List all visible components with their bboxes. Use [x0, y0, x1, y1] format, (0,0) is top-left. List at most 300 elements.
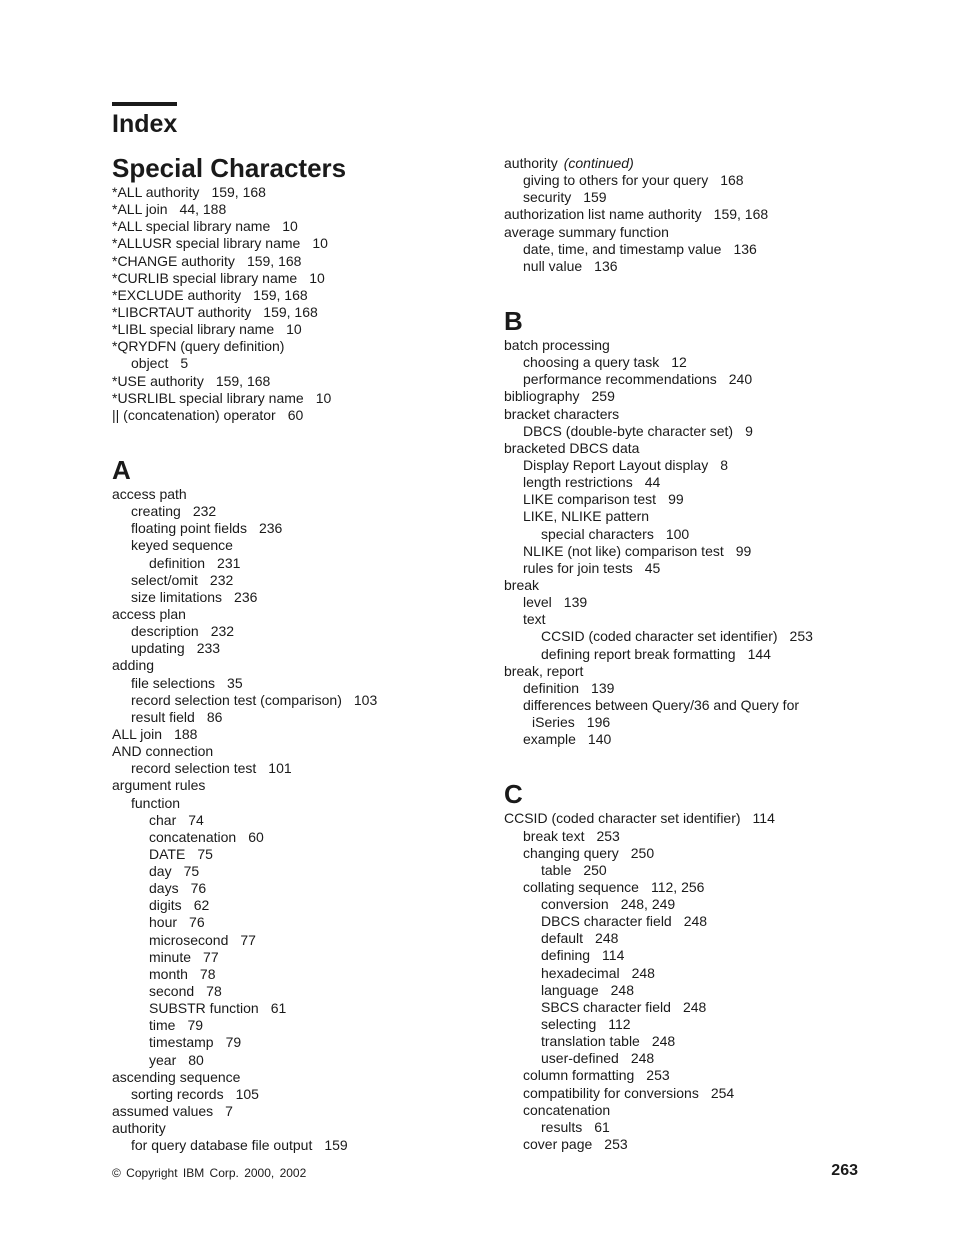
entry-text: object — [131, 355, 169, 372]
entry-pages: 159, 168 — [253, 286, 308, 303]
index-entry — [504, 731, 884, 748]
index-entry — [112, 657, 482, 674]
index-entry — [504, 611, 884, 628]
entry-text: text — [523, 611, 546, 628]
entry-text: changing query — [523, 844, 619, 861]
entry-pages: 10 — [309, 269, 325, 286]
index-entry — [112, 373, 482, 390]
entry-text: security — [523, 189, 572, 206]
index-entry — [112, 880, 482, 897]
index-entry — [112, 355, 482, 372]
index-entry — [504, 526, 884, 543]
entry-pages: 5 — [180, 355, 189, 372]
entry-text: days — [149, 880, 179, 897]
entry-text: minute — [149, 948, 192, 965]
index-entry — [504, 206, 884, 223]
entry-text: *ALL join — [112, 201, 168, 218]
entry-pages: 44, 188 — [179, 201, 227, 218]
index-entry — [504, 828, 884, 845]
entry-text: language — [541, 981, 599, 998]
index-entry — [112, 572, 482, 589]
entry-text: authorization list name authority — [504, 206, 702, 223]
entry-pages: 159, 168 — [263, 303, 318, 320]
index-entry — [504, 423, 884, 440]
index-entry — [504, 1050, 884, 1067]
entry-text: cover page — [523, 1136, 593, 1153]
index-entry — [504, 680, 884, 697]
index-entry — [112, 795, 482, 812]
b-entries — [504, 337, 884, 748]
entry-pages: 248 — [631, 964, 655, 981]
index-entry — [112, 537, 482, 554]
entry-pages: 139 — [591, 679, 615, 696]
entry-pages: 253 — [596, 827, 620, 844]
entry-pages: 10 — [315, 389, 332, 406]
entry-pages: 99 — [735, 542, 752, 559]
entry-pages: 248 — [682, 998, 707, 1015]
a-heading: A — [112, 454, 131, 485]
index-entry — [112, 1017, 482, 1034]
entry-text: CCSID (coded character set identifier) — [541, 628, 778, 645]
page-number: 263 — [831, 1162, 858, 1179]
index-entry — [112, 914, 482, 931]
entry-text: access path — [112, 485, 187, 502]
index-entry — [112, 486, 482, 503]
entry-text: day — [149, 863, 172, 880]
index-entry — [504, 440, 884, 457]
index-entry — [504, 577, 884, 594]
entry-text: batch processing — [504, 336, 610, 353]
index-entry — [112, 932, 482, 949]
entry-text: time — [149, 1017, 176, 1034]
entry-text: microsecond — [149, 931, 229, 948]
entry-pages: 79 — [187, 1017, 204, 1034]
entry-text: sorting records — [131, 1085, 224, 1102]
index-entry — [112, 235, 482, 252]
entry-pages: 112 — [608, 1016, 631, 1033]
entry-text: month — [149, 965, 188, 982]
entry-text: length restrictions — [523, 474, 633, 491]
entry-text: *ALLUSR special library name — [112, 235, 301, 252]
index-entry — [504, 810, 884, 827]
index-entry — [504, 965, 884, 982]
entry-text: NLIKE (not like) comparison test — [523, 542, 724, 559]
entry-text: *CURLIB special library name — [112, 269, 298, 286]
entry-pages: 254 — [710, 1084, 735, 1101]
entry-text: record selection test (comparison) — [131, 691, 342, 708]
entry-text: hour — [149, 914, 178, 931]
entry-pages: 77 — [203, 948, 219, 965]
entry-text: definition — [523, 679, 580, 696]
entry-pages: 248 — [630, 1050, 655, 1067]
entry-text: *USE authority — [112, 372, 204, 389]
entry-text: break text — [523, 827, 585, 844]
entry-text: special characters — [541, 525, 654, 542]
entry-text: table — [541, 861, 572, 878]
entry-text: default — [541, 930, 584, 947]
index-entry — [112, 407, 482, 424]
index-entry — [112, 1052, 482, 1069]
entry-text: authority — [112, 1120, 166, 1137]
entry-text: compatibility for conversions — [523, 1084, 699, 1101]
c-heading: C — [504, 779, 523, 810]
entry-pages: 8 — [720, 456, 729, 473]
entry-pages: 114 — [602, 947, 625, 964]
index-entry — [504, 947, 884, 964]
index-entry — [112, 606, 482, 623]
index-entry — [504, 663, 884, 680]
right-column — [504, 155, 884, 1153]
entry-pages: 112, 256 — [650, 878, 705, 895]
entry-pages: 159, 168 — [211, 184, 266, 200]
index-entry — [504, 1085, 884, 1102]
entry-pages: 61 — [594, 1118, 610, 1135]
entry-pages: 99 — [668, 491, 684, 508]
index-entry — [504, 457, 884, 474]
entry-text: selecting — [541, 1016, 597, 1033]
left-column — [112, 152, 482, 1154]
index-entry — [504, 1102, 884, 1119]
entry-text: timestamp — [149, 1034, 214, 1051]
entry-pages: 10 — [286, 321, 302, 338]
entry-pages: 159, 168 — [246, 252, 302, 269]
index-entry — [112, 201, 482, 218]
index-entry — [504, 879, 884, 896]
entry-text: bibliography — [504, 388, 580, 405]
entry-text: floating point fields — [131, 520, 247, 537]
index-entry — [112, 287, 482, 304]
index-entry — [112, 726, 482, 743]
entry-text: keyed sequence — [131, 537, 233, 554]
entry-text: digits — [149, 897, 182, 914]
index-entry — [504, 913, 884, 930]
entry-text: column formatting — [523, 1067, 635, 1084]
entry-text: defining report break formatting — [541, 645, 736, 662]
entry-text: creating — [131, 503, 181, 520]
index-entry — [112, 1120, 482, 1137]
entry-text: SUBSTR function — [149, 1000, 259, 1017]
entry-pages: 9 — [745, 422, 753, 439]
entry-text: ascending sequence — [112, 1068, 241, 1085]
index-entry — [504, 1016, 884, 1033]
entry-pages: 77 — [240, 931, 256, 948]
b-heading: B — [504, 305, 523, 336]
entry-text: DBCS character field — [541, 913, 672, 930]
entry-pages: 248 — [610, 981, 634, 998]
entry-text: LIKE, NLIKE pattern — [523, 508, 650, 525]
entry-text: DATE — [149, 845, 186, 862]
entry-pages: 188 — [174, 725, 198, 742]
entry-pages: 62 — [193, 897, 210, 914]
entry-text: *LIBL special library name — [112, 321, 275, 338]
entry-pages: 103 — [353, 691, 378, 708]
entry-text: break, report — [504, 662, 584, 679]
index-entry — [504, 1119, 884, 1136]
index-entry — [112, 897, 482, 914]
entry-pages: 60 — [287, 406, 304, 423]
entry-text: rules for join tests — [523, 559, 633, 576]
entry-pages: 233 — [196, 640, 221, 657]
entry-text: argument rules — [112, 777, 206, 794]
entry-pages: 12 — [671, 354, 687, 371]
entry-text: char — [149, 811, 177, 828]
index-entry — [504, 474, 884, 491]
index-entry — [504, 896, 884, 913]
index-entry — [504, 508, 884, 525]
entry-text: ALL join — [112, 725, 163, 742]
entry-text: conversion — [541, 896, 609, 913]
a-entries — [112, 486, 482, 1154]
index-entry-authority-continued — [504, 155, 884, 172]
entry-pages: 78 — [199, 965, 216, 982]
entry-text: DBCS (double-byte character set) — [523, 422, 734, 439]
entry-text: giving to others for your query — [523, 172, 709, 189]
entry-pages: 159, 168 — [215, 372, 271, 389]
index-entry — [112, 503, 482, 520]
index-entry — [112, 1069, 482, 1086]
special-characters-heading: Special Characters — [112, 153, 347, 183]
entry-pages: 44 — [644, 474, 661, 491]
index-entry — [504, 714, 884, 731]
entry-text: file selections — [131, 674, 216, 691]
index-entry — [112, 304, 482, 321]
continued-label: (continued) — [563, 155, 634, 171]
entry-text: date, time, and timestamp value — [523, 240, 722, 257]
entry-text: assumed values — [112, 1103, 214, 1120]
entry-pages: 101 — [268, 760, 292, 777]
index-entry — [112, 589, 482, 606]
index-entry — [112, 1103, 482, 1120]
index-entry — [504, 241, 884, 258]
entry-text: function — [131, 794, 181, 811]
index-entry — [112, 846, 482, 863]
copyright-footer: © Copyright IBM Corp. 2000, 2002 — [112, 1166, 307, 1180]
entry-pages: 196 — [586, 714, 611, 731]
entry-pages: 159 — [583, 189, 607, 206]
entry-pages: 259 — [591, 388, 615, 405]
entry-text: bracketed DBCS data — [504, 439, 640, 456]
entry-text: user-defined — [541, 1050, 619, 1067]
entry-text: AND connection — [112, 743, 214, 760]
index-entry — [504, 628, 884, 645]
index-title: Index — [112, 110, 178, 138]
entry-text: *ALL authority — [112, 184, 200, 200]
index-entry — [504, 189, 884, 206]
index-entry — [504, 845, 884, 862]
entry-pages: 79 — [225, 1034, 242, 1051]
entry-text: SBCS character field — [541, 998, 671, 1015]
entry-text: updating — [131, 640, 185, 657]
entry-pages: 168 — [720, 172, 744, 189]
entry-pages: 253 — [646, 1067, 670, 1084]
index-entry — [504, 1067, 884, 1084]
entry-text: description — [131, 623, 199, 640]
index-entry — [112, 675, 482, 692]
index-entry — [112, 253, 482, 270]
entry-pages: 231 — [217, 554, 241, 571]
entry-text: definition — [149, 554, 206, 571]
entry-pages: 253 — [789, 628, 813, 645]
entry-pages: 61 — [270, 1000, 287, 1017]
entry-text: *EXCLUDE authority — [112, 286, 242, 303]
index-entry — [504, 388, 884, 405]
index-entry — [112, 709, 482, 726]
index-entry — [504, 406, 884, 423]
entry-pages: 78 — [206, 983, 222, 1000]
entry-text: null value — [523, 257, 583, 274]
entry-text: differences between Query/36 and Query for — [523, 696, 800, 713]
entry-pages: 236 — [258, 520, 283, 537]
entry-text: *QRYDFN (query definition) — [112, 338, 285, 355]
entry-pages: 159 — [324, 1137, 348, 1154]
index-entry — [504, 594, 884, 611]
entry-text: size limitations — [131, 588, 223, 605]
index-entry — [504, 258, 884, 275]
entry-pages: 76 — [190, 880, 207, 897]
entry-text: *ALL special library name — [112, 218, 271, 235]
index-entry — [504, 1033, 884, 1050]
index-entry — [112, 520, 482, 537]
entry-text: year — [149, 1051, 177, 1068]
index-entry — [112, 555, 482, 572]
entry-pages: 232 — [209, 571, 234, 588]
entry-text: level — [523, 594, 552, 611]
title-rule — [112, 102, 177, 106]
index-entry — [504, 999, 884, 1016]
index-entry — [504, 371, 884, 388]
special-entries — [112, 184, 482, 424]
index-entry — [504, 224, 884, 241]
entry-pages: 86 — [206, 708, 223, 725]
entry-pages: 140 — [587, 731, 612, 748]
entry-pages: 248 — [651, 1033, 676, 1050]
entry-text: iSeries — [532, 714, 575, 731]
entry-pages: 76 — [189, 914, 205, 931]
index-entry — [112, 1137, 482, 1154]
entry-text: LIKE comparison test — [523, 491, 657, 508]
entry-pages: 144 — [747, 645, 771, 662]
entry-text: break — [504, 576, 540, 593]
entry-pages: 159, 168 — [713, 206, 769, 223]
index-entry — [112, 743, 482, 760]
index-entry — [504, 646, 884, 663]
entry-text: bracket characters — [504, 405, 620, 422]
index-entry — [112, 777, 482, 794]
index-entry — [504, 337, 884, 354]
entry-text: *CHANGE authority — [112, 252, 235, 269]
entry-pages: 7 — [225, 1103, 233, 1120]
index-entry — [504, 697, 884, 714]
index-entry — [112, 760, 482, 777]
entry-text: collating sequence — [523, 878, 639, 895]
index-entry — [504, 862, 884, 879]
index-entry — [504, 560, 884, 577]
index-entry — [112, 966, 482, 983]
entry-pages: 248 — [683, 913, 708, 930]
entry-text: record selection test — [131, 760, 257, 777]
entry-text: Display Report Layout display — [523, 456, 709, 473]
entry-text: concatenation — [523, 1101, 611, 1118]
entry-text: result field — [131, 708, 195, 725]
entry-pages: 75 — [197, 845, 213, 862]
index-entry — [112, 1086, 482, 1103]
entry-pages: 236 — [234, 588, 258, 605]
index-entry — [112, 640, 482, 657]
entry-pages: 240 — [728, 371, 753, 388]
entry-pages: 105 — [235, 1085, 259, 1102]
index-entry — [112, 338, 482, 355]
entry-pages: 232 — [192, 503, 217, 520]
index-entry — [112, 270, 482, 287]
index-entry — [112, 692, 482, 709]
index-entry — [504, 491, 884, 508]
index-entry — [112, 1000, 482, 1017]
index-entry — [504, 1136, 884, 1153]
entry-pages: 80 — [188, 1051, 204, 1068]
entry-text: translation table — [541, 1033, 640, 1050]
entry-pages: 136 — [733, 240, 757, 257]
index-entry — [112, 184, 482, 201]
entry-text: hexadecimal — [541, 964, 620, 981]
entry-text: *LIBCRTAUT authority — [112, 303, 252, 320]
index-entry — [112, 949, 482, 966]
c-entries — [504, 810, 884, 1153]
entry-text: performance recommendations — [523, 371, 717, 388]
entry-text: access plan — [112, 605, 186, 622]
entry-pages: 253 — [604, 1136, 628, 1153]
entry-text: concatenation — [149, 828, 237, 845]
index-entry — [504, 172, 884, 189]
entry-pages: 74 — [188, 811, 204, 828]
entry-pages: 100 — [665, 525, 690, 542]
entry-text: CCSID (coded character set identifier) — [504, 810, 741, 827]
entry-text: || (concatenation) operator — [112, 406, 276, 423]
entry-text: average summary function — [504, 223, 669, 240]
entry-pages: 136 — [594, 257, 618, 274]
entry-pages: 250 — [630, 844, 655, 861]
entry-pages: 35 — [227, 674, 243, 691]
index-entry — [112, 623, 482, 640]
entry-text: example — [523, 731, 576, 748]
entry-text: defining — [541, 947, 591, 964]
entry-pages: 45 — [644, 559, 661, 576]
entry-pages: 60 — [248, 828, 264, 845]
index-entry — [504, 543, 884, 560]
entry-pages: 248, 249 — [620, 896, 676, 913]
index-entry — [112, 812, 482, 829]
index-entry — [504, 982, 884, 999]
index-entry — [112, 321, 482, 338]
index-entry — [112, 218, 482, 235]
entry-pages: 232 — [210, 623, 235, 640]
entry-text: adding — [112, 657, 155, 674]
entry-pages: 75 — [183, 863, 200, 880]
index-entry — [112, 390, 482, 407]
entry-text: second — [149, 983, 195, 1000]
index-entry — [112, 829, 482, 846]
index-entry — [504, 354, 884, 371]
entry-pages: 114 — [752, 810, 775, 827]
a-continued-entries — [504, 172, 884, 275]
index-entry — [504, 930, 884, 947]
entry-pages: 139 — [563, 594, 588, 611]
index-entry — [112, 1034, 482, 1051]
entry-pages: 10 — [282, 218, 298, 235]
index-entry — [112, 863, 482, 880]
entry-pages: 248 — [595, 930, 619, 947]
entry-text: *USRLIBL special library name — [112, 389, 304, 406]
entry-text: for query database file output — [131, 1137, 313, 1154]
